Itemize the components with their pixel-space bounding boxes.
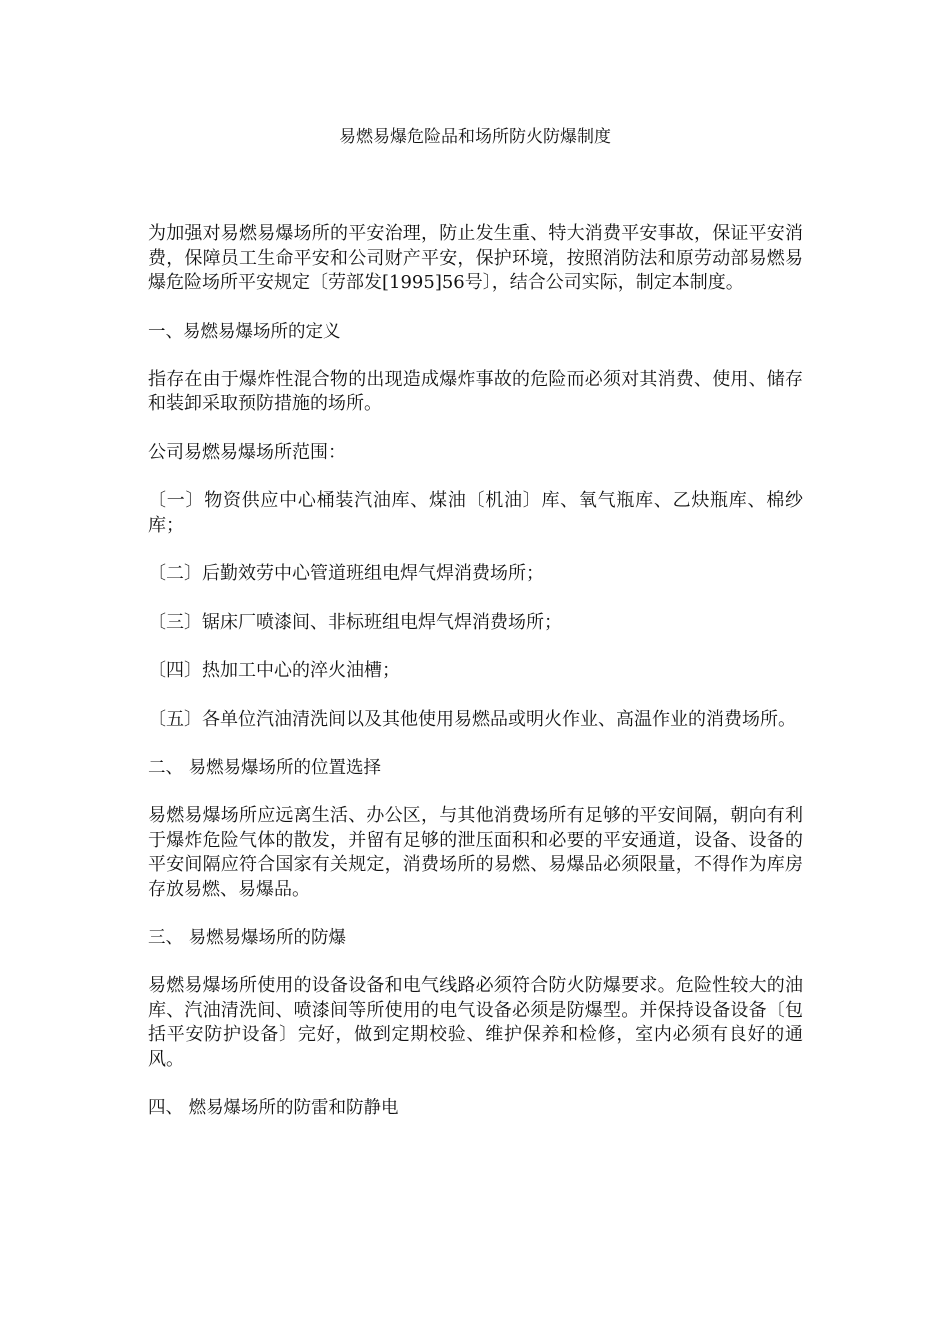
section-2-heading: 二、 易燃易爆场所的位置选择	[148, 758, 382, 778]
section-2-body: 易燃易爆场所应远离生活、办公区，与其他消费场所有足够的平安间隔，朝向有利于爆炸危险气体的散发，并留有足够的泄压面积和必要的平安通道，设备、设备的平安间隔应符合国家有关规定，消费场所的易燃、易爆品必须限量，不得作为库房存放易燃、易爆品。	[148, 805, 803, 900]
scope-item-4: 〔四〕热加工中心的淬火油槽；	[148, 660, 400, 681]
section-3-heading: 三、 易燃易爆场所的防爆	[148, 928, 347, 948]
definition-paragraph: 指存在由于爆炸性混合物的出现造成爆炸事故的危险而必须对其消费、使用、储存和装卸采取预防措施的场所。	[148, 368, 803, 414]
scope-label: 公司易燃易爆场所范围：	[148, 441, 346, 463]
scope-item-5: 〔五〕各单位汽油清洗间以及其他使用易燃品或明火作业、高温作业的消费场所。	[148, 708, 796, 730]
document-body	[148, 222, 803, 1144]
scope-item-2: 〔二〕后勤效劳中心管道班组电焊气焊消费场所；	[148, 563, 544, 584]
section-1-heading: 一、易燃易爆场所的定义	[148, 321, 341, 342]
intro-paragraph: 为加强对易燃易爆场所的平安治理，防止发生重、特大消费平安事故，保证平安消费，保障员工生命平安和公司财产平安，保护环境，按照消防法和原劳动部易燃易爆危险场所平安规定〔劳部发[1995]56号〕，结合公司实际，制定本制度。	[148, 223, 803, 293]
document-title: 易燃易爆危险品和场所防火防爆制度	[339, 127, 611, 147]
section-3-body: 易燃易爆场所使用的设备设备和电气线路必须符合防火防爆要求。危险性较大的油库、汽油清洗间、喷漆间等所使用的电气设备必须是防爆型。并保持设备设备〔包括平安防护设备〕完好，做到定期校验、维护保养和检修，室内必须有良好的通风。	[148, 975, 803, 1070]
section-4-heading: 四、 燃易爆场所的防雷和防静电	[148, 1098, 399, 1118]
scope-item-3: 〔三〕锯床厂喷漆间、非标班组电焊气焊消费场所；	[148, 611, 562, 633]
scope-item-1: 〔一〕物资供应中心桶装汽油库、煤油〔机油〕库、氧气瓶库、乙炔瓶库、棉纱库；	[148, 490, 803, 536]
